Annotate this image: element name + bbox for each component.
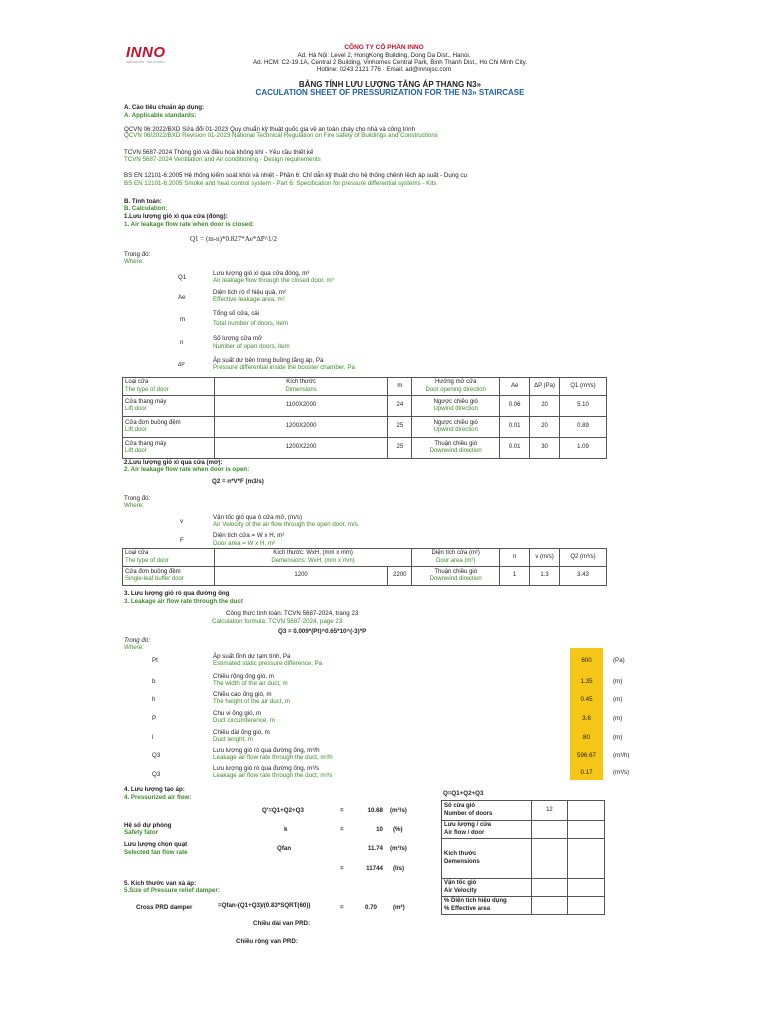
t2-h-type-vi: Loại cửa (125, 550, 149, 556)
table-row (123, 417, 607, 438)
t1-r3-dir-vi: Thuận chiều gió (434, 440, 478, 447)
s1-var-ae-en: Effective leakage area, m² (213, 296, 285, 303)
s4-q-value: 10.68 (367, 807, 383, 814)
s1-where-en: Where: (124, 258, 144, 265)
s4-fan-unit: (m³/s) (390, 845, 407, 852)
s1-var-dp-en: Pressure differential inside the booster chamber, Pa (213, 364, 355, 371)
s3-var-p-symbol: P (152, 715, 157, 722)
s3-var-pt-en: Estimated static pressure difference, Pa (213, 660, 323, 667)
t2-h-area-vi: Diện tích cửa (m²) (431, 550, 480, 556)
s3-value-column (570, 648, 603, 780)
address-hanoi: Ad. Hà Nội: Level 2, HongKong Building, Dong Da Dist., Hanoi. (297, 52, 471, 59)
s3-var-q3s-vi: Lưu lượng gió rò qua đường ống, m³/s (213, 765, 320, 772)
rt-r1-en: Number of doors (444, 810, 493, 817)
s5-length-label: Chiều dài van PRD: (253, 920, 311, 927)
s1-var-dp-symbol: ΔP (178, 362, 185, 368)
address-hcm: Ad. HCM: C2-19.1A, Central 2 Building, Vinhomes Central Park, Binh Thanh Dist., Ho Chi Minh City. (252, 59, 528, 66)
s1-var-q1-symbol: Q1 (178, 274, 187, 281)
t1-r2-dim: 1200X2000 (214, 417, 388, 438)
t1-r1-dir-vi: Ngược chiều gió (433, 398, 478, 405)
door-open-table (122, 548, 607, 586)
s1-var-m-symbol: m (180, 316, 186, 323)
s4-q-formula: Q'=Q1+Q2+Q3 (262, 807, 304, 814)
t1-r2-q1: 0.89 (560, 417, 607, 438)
s1-var-m-en: Total number of doors, item (213, 320, 288, 327)
table-row (123, 396, 607, 417)
t2-r1-dir-vi: Thuận chiều gió (434, 568, 478, 575)
t1-r1-dir-en: Upwind direction (433, 406, 478, 412)
s1-var-n-en: Number of open doors, item (213, 343, 290, 350)
s4-fan-symbol: Qfan (277, 845, 292, 852)
rt-r2-vi: Lưu lượng / cửa (444, 822, 491, 828)
t1-h-q1: Q1 (m³/s) (560, 378, 607, 396)
rt-r5-vi: % Diện tích hiệu dụng (444, 898, 507, 904)
section-b-title-en: B. Calculation: (124, 205, 168, 212)
s4-fan-value-ls: 11744 (366, 865, 383, 872)
t2-r1-type-en: Single-leaf buffer door (125, 576, 184, 582)
s3-var-pt-vi: Áp suất tĩnh dư tạm tính, Pa (213, 653, 291, 660)
s3-var-p-unit: (m) (613, 715, 623, 722)
s3-where-vi: Trong đó: (124, 637, 151, 644)
s3-var-l-unit: (m) (613, 734, 623, 741)
s2-where-vi: Trong đó: (124, 495, 151, 502)
section-b-title-vi: B. Tính toán: (124, 198, 162, 205)
s3-var-q3h-vi: Lưu lượng gió rò qua đường ống, m³/h (213, 747, 320, 754)
s1-var-n-symbol: n (180, 339, 184, 346)
s4-title-vi: 4. Lưu lượng tạo áp: (124, 786, 185, 793)
standard-1-en: QCVN 06/2022/BXD Revision 01-2023 National Technical Regulation on Fire safety of Buildings and Constructions (124, 132, 438, 139)
s3-var-h-en: The height of the air duct, m (213, 698, 291, 705)
t2-r1-h: 2200 (388, 567, 412, 586)
s2-where-en: Where: (124, 502, 144, 509)
s1-var-q1-en: Air leakage flow through the closed door, m³ (213, 277, 334, 284)
t1-r3-dp: 30 (530, 438, 560, 459)
s3-title-vi: 3. Lưu lượng gió rò qua đường ống (124, 590, 230, 597)
door-closed-table (122, 377, 607, 459)
s3-where-en: Where: (124, 644, 144, 651)
s2-var-f-vi: Diện tích cửa = W x H, m² (213, 532, 285, 539)
s4-safety-en: Safety fator (124, 829, 159, 836)
s3-var-b-vi: Chiều rộng ống gió, m (213, 673, 274, 680)
table-row (442, 879, 605, 897)
rt-r2-val (531, 821, 568, 839)
right-table-heading: Q=Q1+Q2+Q3 (443, 790, 484, 797)
s3-var-b-en: The width of the air duct, m (213, 680, 288, 687)
t1-r3-type-en: Lift door (125, 448, 147, 454)
rt-r3-en: Demensions (444, 858, 480, 865)
table-row (442, 839, 605, 879)
t2-r1-q2: 3.43 (560, 567, 607, 586)
s4-safety-eq: = (340, 826, 344, 833)
s3-var-q3h-unit: (m³/h) (613, 752, 630, 759)
s1-var-dp-vi: Áp suất dư bên trong buồng tăng áp, Pa (213, 357, 324, 364)
standard-3-vi: BS EN 12101-6:2005 Hệ thống kiểm soát khói và nhiệt - Phần 6: Chỉ dẫn kỹ thuật cho hệ thống chênh lệch áp suất - Dụng cụ (124, 172, 467, 179)
t1-h-dim-en: Dimensions (285, 386, 317, 393)
s3-var-b-unit: (m) (613, 678, 623, 685)
t2-r1-w: 1200 (214, 567, 388, 586)
t1-h-ae: Ae (500, 378, 530, 396)
s2-var-f-en: Door area = W x H, m² (213, 540, 276, 547)
t1-r2-type-en: Lift door (125, 427, 147, 433)
s1-var-n-vi: Số lượng cửa mở (213, 335, 263, 342)
s1-var-ae-vi: Diện tích rò rỉ hiệu quả, m² (213, 289, 286, 296)
s3-formula: Q3 = 0.009*(Pt)^0.65*10^(-3)*P (278, 628, 367, 635)
s1-var-q1-vi: Lưu lượng gió xì qua cửa đóng, m³ (213, 270, 310, 277)
s3-ref-en: Calculation formula: TCVN 5687-2024, page 23 (212, 618, 343, 625)
t2-h-v: v (m/s) (530, 549, 560, 567)
s5-eq: = (340, 904, 344, 911)
s2-var-v-en: Air Velocity of the air flow through the open door, m/s (213, 521, 358, 528)
s3-var-h-symbol: h (152, 696, 156, 703)
rt-r4-en: Air Velocity (444, 887, 477, 894)
s3-var-h-vi: Chiều cao ống gió, m (213, 691, 272, 698)
s3-var-p-value: 3.6 (582, 715, 591, 722)
standard-3-en: BS EN 12101-6:2005 Smoke and heat control system - Part 6: Specification for pressure differential systems - Kits (124, 180, 437, 187)
s5-title-vi: 5. Kích thước van xả áp: (124, 880, 197, 887)
t2-h-dim-vi: Kích thước: WxH, (mm x mm) (273, 550, 353, 556)
standard-2-en: TCVN 5687-2024 Ventilation and Air conditioning - Design requirements (124, 156, 321, 163)
s3-var-pt-unit: (Pa) (613, 657, 625, 664)
s4-q-unit: (m³/s) (390, 807, 407, 814)
rt-r1-val: 12 (531, 801, 568, 821)
t1-r3-ae: 0.01 (500, 438, 530, 459)
s3-var-l-symbol: l (152, 734, 154, 741)
s1-formula: Q1 = (m-n)*0.827*Ae*ΔP^1/2 (190, 235, 277, 243)
contact-line: Hotline: 0243 2121 776 · Email: ad@innojsc.com (316, 66, 452, 73)
s5-value: 0.70 (364, 904, 377, 911)
s3-var-h-value: 0.45 (580, 696, 593, 703)
s5-unit: (m²) (393, 904, 405, 911)
t1-r3-dir-en: Downwind direction (429, 448, 482, 454)
s4-safety-value: 10 (376, 826, 383, 833)
s5-damper-label: Cross PRD damper (136, 904, 193, 911)
section-a-title-vi: A. Cào tiêu chuẩn áp dụng: (124, 104, 205, 111)
t1-r1-ae: 0.06 (500, 396, 530, 417)
s1-var-m-vi: Tổng số cửa, cái (213, 310, 260, 317)
t1-r3-m: 25 (388, 438, 412, 459)
t1-r3-dim: 1200X2200 (214, 438, 388, 459)
t2-h-dim-en: Demensions: WxH, (mm x mm) (271, 557, 355, 564)
t1-h-dir-en: Door opening direction (425, 386, 486, 393)
s3-var-h-unit: (m) (613, 696, 623, 703)
t1-r2-ae: 0.01 (500, 417, 530, 438)
t2-h-type-en: The type of door (125, 557, 169, 564)
s2-var-f-symbol: F (180, 537, 184, 544)
logo-text: INNO (126, 44, 166, 61)
rt-r4-val (531, 879, 568, 897)
s3-var-l-vi: Chiều dài ống gió, m (213, 729, 270, 736)
t1-h-dim-vi: Kích thước (286, 379, 316, 385)
s3-var-l-value: 80 (583, 734, 590, 741)
s4-title-en: 4. Pressurized air flow: (124, 794, 192, 801)
t2-r1-dir-en: Downwind direction (429, 576, 482, 582)
t2-r1-type-vi: Cửa đơn buồng đệm (125, 568, 181, 575)
rt-r5-en: % Effective area (444, 905, 491, 912)
standard-2-vi: TCVN 5687-2024 Thông gió và điều hoà không khí - Yêu cầu thiết kế (124, 149, 314, 156)
s3-var-b-value: 1.35 (580, 678, 593, 685)
t2-h-area-en: Door area (m²) (436, 557, 476, 564)
s3-var-l-en: Duct lenght, m (213, 736, 253, 743)
s4-safety-symbol: k (284, 826, 288, 833)
t1-r1-m: 24 (388, 396, 412, 417)
table-row (123, 567, 607, 586)
s5-title-en: 5.Size of Pressure relief damper: (124, 887, 220, 894)
s1-title-vi: 1.Lưu lượng gió xì qua cửa (đóng): (124, 213, 228, 220)
s4-fan-vi: Lưu lượng chọn quạt (124, 841, 188, 848)
t1-h-dp: ΔP (Pa) (530, 378, 560, 396)
s5-width-label: Chiều rộng van PRD: (236, 938, 298, 945)
s1-title-en: 1. Air leakage flow rate when door is closed: (124, 221, 255, 228)
t1-r1-q1: 5.10 (560, 396, 607, 417)
rt-r1-vi: Số cửa gió (444, 803, 476, 809)
s3-var-q3h-symbol: Q3 (152, 752, 161, 759)
rt-r3-val (531, 839, 568, 879)
s3-var-q3h-en: Leakage air flow rate through the duct, m³/h (213, 754, 333, 761)
rt-r3-vi: Kích thước (444, 851, 477, 857)
s5-formula: =Qfan-(Q1+Q3)/(0.83*SQRT(60)) (218, 902, 311, 909)
logo-tagline: INNOVATION · SOLUTIONS (126, 60, 165, 64)
s3-var-p-vi: Chu vi ống gió, m (213, 710, 262, 717)
table-row (442, 821, 605, 839)
rt-r4-vi: Vận tốc gió (444, 880, 477, 886)
t1-r1-dim: 1100X2000 (214, 396, 388, 417)
t1-r1-type-vi: Cửa thang máy (125, 398, 167, 405)
s1-var-ae-symbol: Ae (178, 294, 186, 301)
t1-h-type-vi: Loại cửa (125, 379, 149, 385)
s3-var-q3s-unit: (m³/s) (613, 769, 630, 776)
t1-h-dir-vi: Hướng mở cửa (434, 379, 477, 385)
air-outlet-table (441, 800, 605, 915)
t2-r1-v: 1.3 (530, 567, 560, 586)
table-row (442, 897, 605, 915)
t2-h-q2: Q2 (m³/s) (560, 549, 607, 567)
s4-safety-unit: (%) (393, 826, 403, 833)
page-title-en: CACULATION SHEET OF PRESSURIZATION FOR THE N3» STAIRCASE (255, 88, 525, 97)
s4-safety-vi: Hệ số dự phòng (124, 822, 172, 829)
s4-fan2-eq: = (340, 865, 344, 872)
s3-var-p-en: Duct circumference, m (213, 717, 275, 724)
rt-r2-en: Air flow / door (444, 829, 485, 836)
s2-title-vi: 2.Lưu lượng gió xì qua cửa (mở): (124, 459, 223, 466)
s2-var-v-symbol: v (180, 518, 184, 525)
s1-where-vi: Trong đó: (124, 251, 151, 258)
s3-var-pt-value: 600 (581, 657, 592, 664)
s2-var-v-vi: Vận tốc gió qua ô cửa mở, (m/s) (213, 514, 303, 521)
t1-r2-m: 25 (388, 417, 412, 438)
s2-title-en: 2. Air leakage flow rate when door is open: (124, 466, 250, 473)
t1-r2-dir-vi: Ngược chiều gió (433, 419, 478, 426)
s3-ref-vi: Công thức tính toán: TCVN 5687-2024, trang 23 (226, 610, 359, 617)
t1-r1-dp: 20 (530, 396, 560, 417)
standard-1-vi: QCVN 06:2022/BXD Sửa đổi 01-2023 Quy chuẩn kỹ thuật quốc gia về an toàn cháy cho nhà và công trình (124, 126, 416, 133)
t1-r1-type-en: Lift door (125, 406, 147, 412)
s3-var-q3s-value: 0.17 (580, 769, 593, 776)
t2-r1-n: 1 (500, 567, 530, 586)
t1-r3-q1: 1.09 (560, 438, 607, 459)
t1-r2-dir-en: Upwind direction (433, 427, 478, 433)
company-logo (126, 44, 166, 65)
t1-r2-type-vi: Cửa đơn buồng đệm (125, 419, 181, 426)
s3-var-q3s-en: Leakage air flow rate through the duct, m³/s (213, 772, 333, 779)
table-row (442, 801, 605, 821)
t2-h-n: n (500, 549, 530, 567)
s4-fan-unit-ls: (l/s) (393, 865, 405, 872)
t1-h-m: m (388, 378, 412, 396)
s4-q-eq: = (340, 807, 344, 814)
s2-formula: Q2 = n*V*F (m3/s) (212, 478, 264, 485)
s4-fan-value: 11.74 (367, 845, 383, 852)
section-a-title-en: A. Applicable standards: (124, 112, 197, 119)
table-row (123, 438, 607, 459)
t1-h-type-en: The type of door (125, 386, 169, 393)
s3-var-pt-symbol: Pt (152, 657, 158, 664)
company-name: CÔNG TY CỔ PHẦN INNO (344, 44, 424, 51)
rt-r5-val (531, 897, 568, 915)
s4-fan-en: Selected fan flow rate (124, 849, 188, 856)
s3-var-b-symbol: b (152, 678, 156, 685)
s3-title-en: 3. Leakage air flow rate through the duct (124, 598, 243, 605)
t1-r3-type-vi: Cửa thang máy (125, 440, 167, 447)
t1-r2-dp: 20 (530, 417, 560, 438)
s3-var-q3h-value: 596.67 (577, 752, 596, 759)
s3-var-q3s-symbol: Q3 (152, 771, 161, 778)
page-title-vi: BẢNG TÍNH LƯU LƯỢNG TĂNG ÁP THANG N3» (298, 80, 482, 89)
